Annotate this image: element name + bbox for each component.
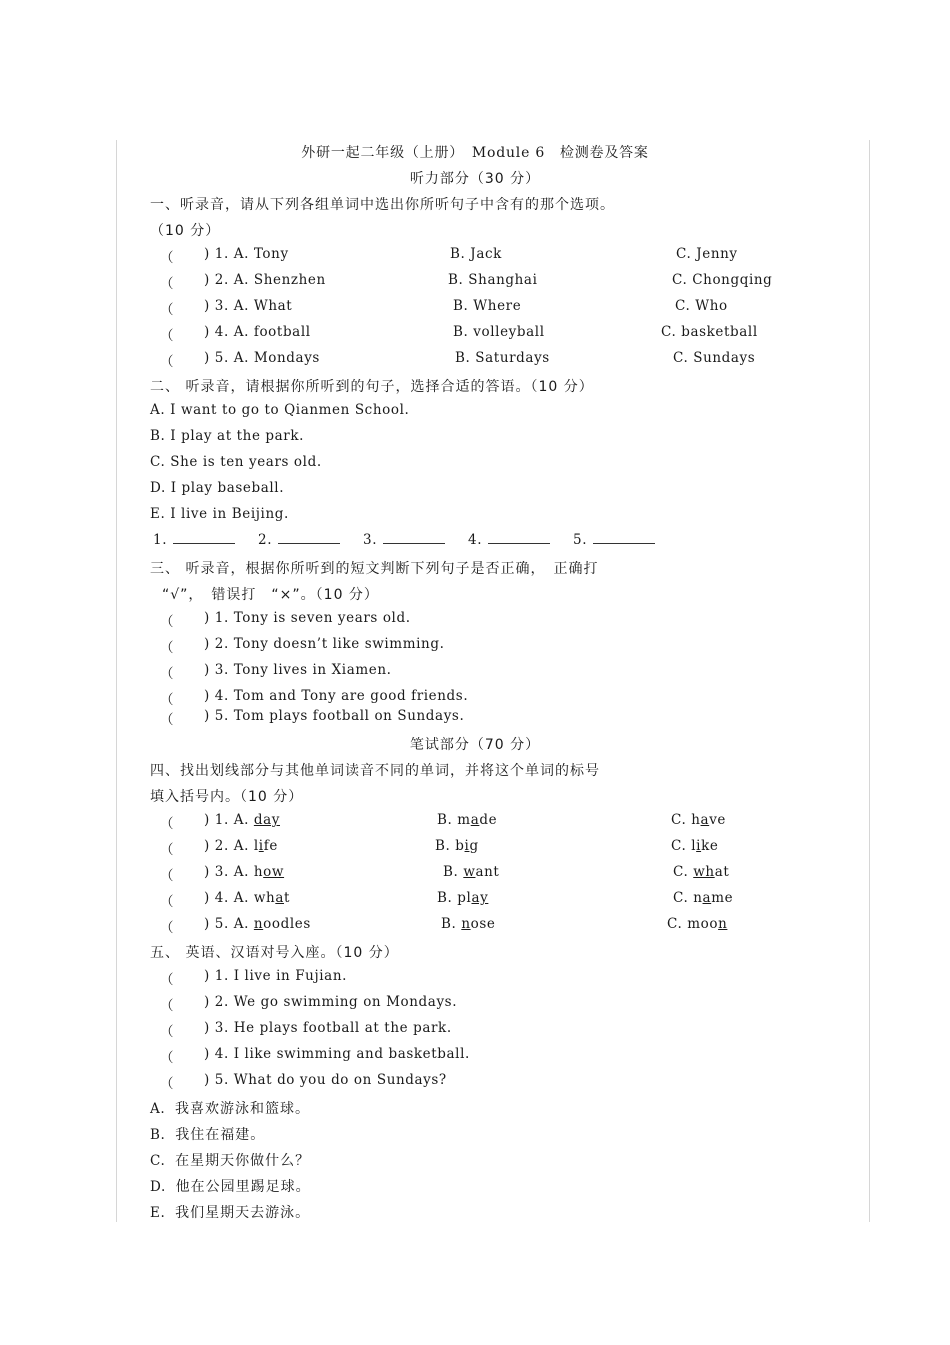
option-c: C. Sundays <box>673 350 756 366</box>
section-3-heading-instructions: “√”， 错误打 “×”。（10 分） <box>162 587 379 603</box>
section-1-heading-score: （10 分） <box>150 223 221 239</box>
section-1-heading: 一、听录音，请从下列各组单词中选出你所听句子中含有的那个选项。 <box>150 197 615 213</box>
answer-paren[interactable]: （ <box>160 842 175 858</box>
written-section-title: 笔试部分（70 分） <box>409 737 541 753</box>
section-2-answer-blanks <box>153 532 673 548</box>
blank-label: 1. <box>153 532 168 548</box>
answer-blank[interactable] <box>488 533 550 544</box>
section-3-item: ) 2. Tony doesn’t like swimming. <box>204 636 445 652</box>
section-4-heading-score: 填入括号内。（10 分） <box>150 789 304 805</box>
section-5-option: E. 我们星期天去游泳。 <box>150 1205 311 1221</box>
option-c: C. Jenny <box>676 246 738 262</box>
answer-paren[interactable]: （ <box>160 816 175 832</box>
answer-blank[interactable] <box>383 533 445 544</box>
section-5-option: A. 我喜欢游泳和篮球。 <box>150 1101 311 1117</box>
option-b: B. Shanghai <box>448 272 538 288</box>
answer-blank[interactable] <box>278 533 340 544</box>
section-5-option: D. 他在公园里踢足球。 <box>150 1179 311 1195</box>
option-a: ) 3. A. how <box>204 864 285 880</box>
answer-blank[interactable] <box>593 533 655 544</box>
option-b: B. big <box>435 838 479 854</box>
section-3-item: ) 1. Tony is seven years old. <box>204 610 411 626</box>
answer-paren[interactable]: （ <box>160 250 175 266</box>
answer-paren[interactable]: （ <box>160 998 175 1014</box>
section-2-option: D. I play baseball. <box>150 480 285 496</box>
option-c: C. like <box>671 838 719 854</box>
section-5-item: ) 1. I live in Fujian. <box>204 968 347 984</box>
section-2-option: C. She is ten years old. <box>150 454 322 470</box>
option-a: ) 4. A. football <box>204 324 311 340</box>
section-3-heading: 三、 听录音，根据你所听到的短文判断下列句子是否正确， 正确打 <box>150 561 599 577</box>
answer-paren[interactable]: （ <box>160 1050 175 1066</box>
section-3-item: ) 5. Tom plays football on Sundays. <box>204 708 465 724</box>
blank-label: 4. <box>468 532 483 548</box>
option-b: B. Where <box>453 298 522 314</box>
answer-paren[interactable]: （ <box>160 276 175 292</box>
section-2-heading: 二、 听录音，请根据你所听到的句子，选择合适的答语。（10 分） <box>150 379 594 395</box>
answer-paren[interactable]: （ <box>160 692 175 708</box>
option-c: C. basketball <box>661 324 758 340</box>
answer-paren[interactable]: （ <box>160 354 175 370</box>
answer-paren[interactable]: （ <box>160 614 175 630</box>
option-b: B. volleyball <box>453 324 545 340</box>
option-a: ) 5. A. Mondays <box>204 350 320 366</box>
answer-blank[interactable] <box>173 533 235 544</box>
section-3-item: ) 3. Tony lives in Xiamen. <box>204 662 392 678</box>
answer-paren[interactable]: （ <box>160 328 175 344</box>
option-b: B. play <box>437 890 489 906</box>
answer-paren[interactable]: （ <box>160 640 175 656</box>
answer-paren[interactable]: （ <box>160 894 175 910</box>
option-c: C. have <box>671 812 727 828</box>
option-a: ) 4. A. what <box>204 890 291 906</box>
answer-paren[interactable]: （ <box>160 1024 175 1040</box>
answer-paren[interactable]: （ <box>160 712 175 728</box>
option-b: B. nose <box>441 916 496 932</box>
answer-paren[interactable]: （ <box>160 972 175 988</box>
section-5-heading: 五、 英语、汉语对号入座。（10 分） <box>150 945 399 961</box>
blank-label: 2. <box>258 532 273 548</box>
option-a: ) 3. A. What <box>204 298 293 314</box>
option-a: ) 2. A. life <box>204 838 278 854</box>
option-c: C. Chongqing <box>672 272 773 288</box>
option-b: B. Saturdays <box>455 350 550 366</box>
section-5-option: C. 在星期天你做什么？ <box>150 1153 311 1169</box>
listening-section-title: 听力部分（30 分） <box>409 171 541 187</box>
section-2-option: B. I play at the park. <box>150 428 305 444</box>
section-5-item: ) 4. I like swimming and basketball. <box>204 1046 470 1062</box>
option-c: C. what <box>673 864 730 880</box>
blank-label: 3. <box>363 532 378 548</box>
section-5-item: ) 5. What do you do on Sundays? <box>204 1072 447 1088</box>
option-a: ) 1. A. Tony <box>204 246 289 262</box>
section-5-option: B. 我住在福建。 <box>150 1127 266 1143</box>
answer-paren[interactable]: （ <box>160 302 175 318</box>
option-b: B. made <box>437 812 498 828</box>
option-c: C. moon <box>667 916 728 932</box>
section-5-item: ) 3. He plays football at the park. <box>204 1020 452 1036</box>
option-b: B. want <box>443 864 500 880</box>
section-2-option: E. I live in Beijing. <box>150 506 289 522</box>
answer-paren[interactable]: （ <box>160 868 175 884</box>
option-a: ) 5. A. noodles <box>204 916 311 932</box>
answer-paren[interactable]: （ <box>160 1076 175 1092</box>
exam-title: 外研一起二年级（上册） Module 6 检测卷及答案 <box>301 145 649 161</box>
section-3-item: ) 4. Tom and Tony are good friends. <box>204 688 469 704</box>
section-2-option: A. I want to go to Qianmen School. <box>150 402 410 418</box>
section-5-item: ) 2. We go swimming on Mondays. <box>204 994 458 1010</box>
section-4-heading: 四、找出划线部分与其他单词读音不同的单词，并将这个单词的标号 <box>150 763 600 779</box>
answer-paren[interactable]: （ <box>160 666 175 682</box>
option-a: ) 1. A. day <box>204 812 280 828</box>
option-b: B. Jack <box>450 246 502 262</box>
option-a: ) 2. A. Shenzhen <box>204 272 326 288</box>
option-c: C. name <box>673 890 734 906</box>
blank-label: 5. <box>573 532 588 548</box>
answer-paren[interactable]: （ <box>160 920 175 936</box>
option-c: C. Who <box>675 298 728 314</box>
